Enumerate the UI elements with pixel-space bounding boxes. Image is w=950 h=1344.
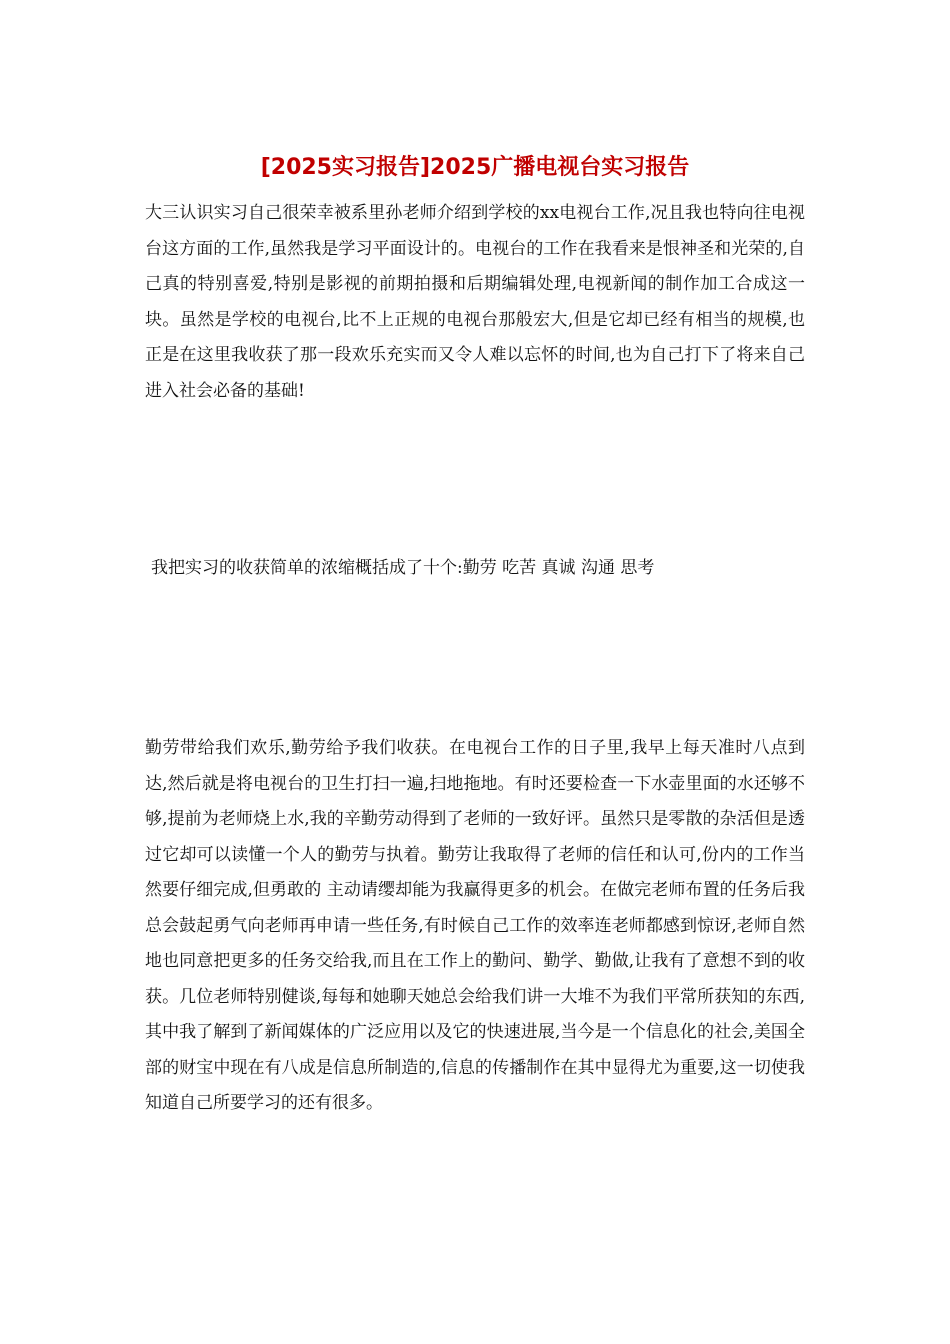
- paragraph-intro: 大三认识实习自己很荣幸被系里孙老师介绍到学校的xx电视台工作,况且我也特向往电视台这方面的工作,虽然我是学习平面设计的。电视台的工作在我看来是恨神圣和光荣的,自己真的特别喜爱,特别是影视的前期拍摄和后期编辑处理,电视新闻的制作加工合成这一块。虽然是学校的电视台,比不上正规的电视台那般宏大,但是它却已经有相当的规模,也正是在这里我收获了那一段欢乐充实而又令人难以忘怀的时间,也为自己打下了将来自己进入社会必备的基础!: [145, 203, 805, 401]
- paragraph-diligence: 勤劳带给我们欢乐,勤劳给予我们收获。在电视台工作的日子里,我早上每天准时八点到达,然后就是将电视台的卫生打扫一遍,扫地拖地。有时还要检查一下水壶里面的水还够不够,提前为老师烧上水,我的辛勤劳动得到了老师的一致好评。虽然只是零散的杂活但是透过它却可以读懂一个人的勤劳与执着。勤劳让我取得了老师的信任和认可,份内的工作当然要仔细完成,但勇敢的 主动请缨却能为我赢得更多的机会。在做完老师布置的任务后我总会鼓起勇气向老师再申请一些任务,有时候自己工作的效率连老师都感到惊讶,老师自然地也同意把更多的任务交给我,而且在工作上的勤问、勤学、勤做,让我有了意想不到的收获。几位老师特别健谈,每每和她聊天她总会给我们讲一大堆不为我们平常所获知的东西,其中我了解到了新闻媒体的广泛应用以及它的快速进展,当今是一个信息化的社会,美国全部的财宝中现在有八成是信息所制造的,信息的传播制作在其中显得尤为重要,这一切使我知道自己所要学习的还有很多。: [145, 738, 805, 1113]
- paragraph-summary: 我把实习的收获简单的浓缩概括成了十个:勤劳 吃苦 真诚 沟通 思考: [151, 558, 655, 578]
- document-title: [2025实习报告]2025广播电视台实习报告: [260, 155, 690, 180]
